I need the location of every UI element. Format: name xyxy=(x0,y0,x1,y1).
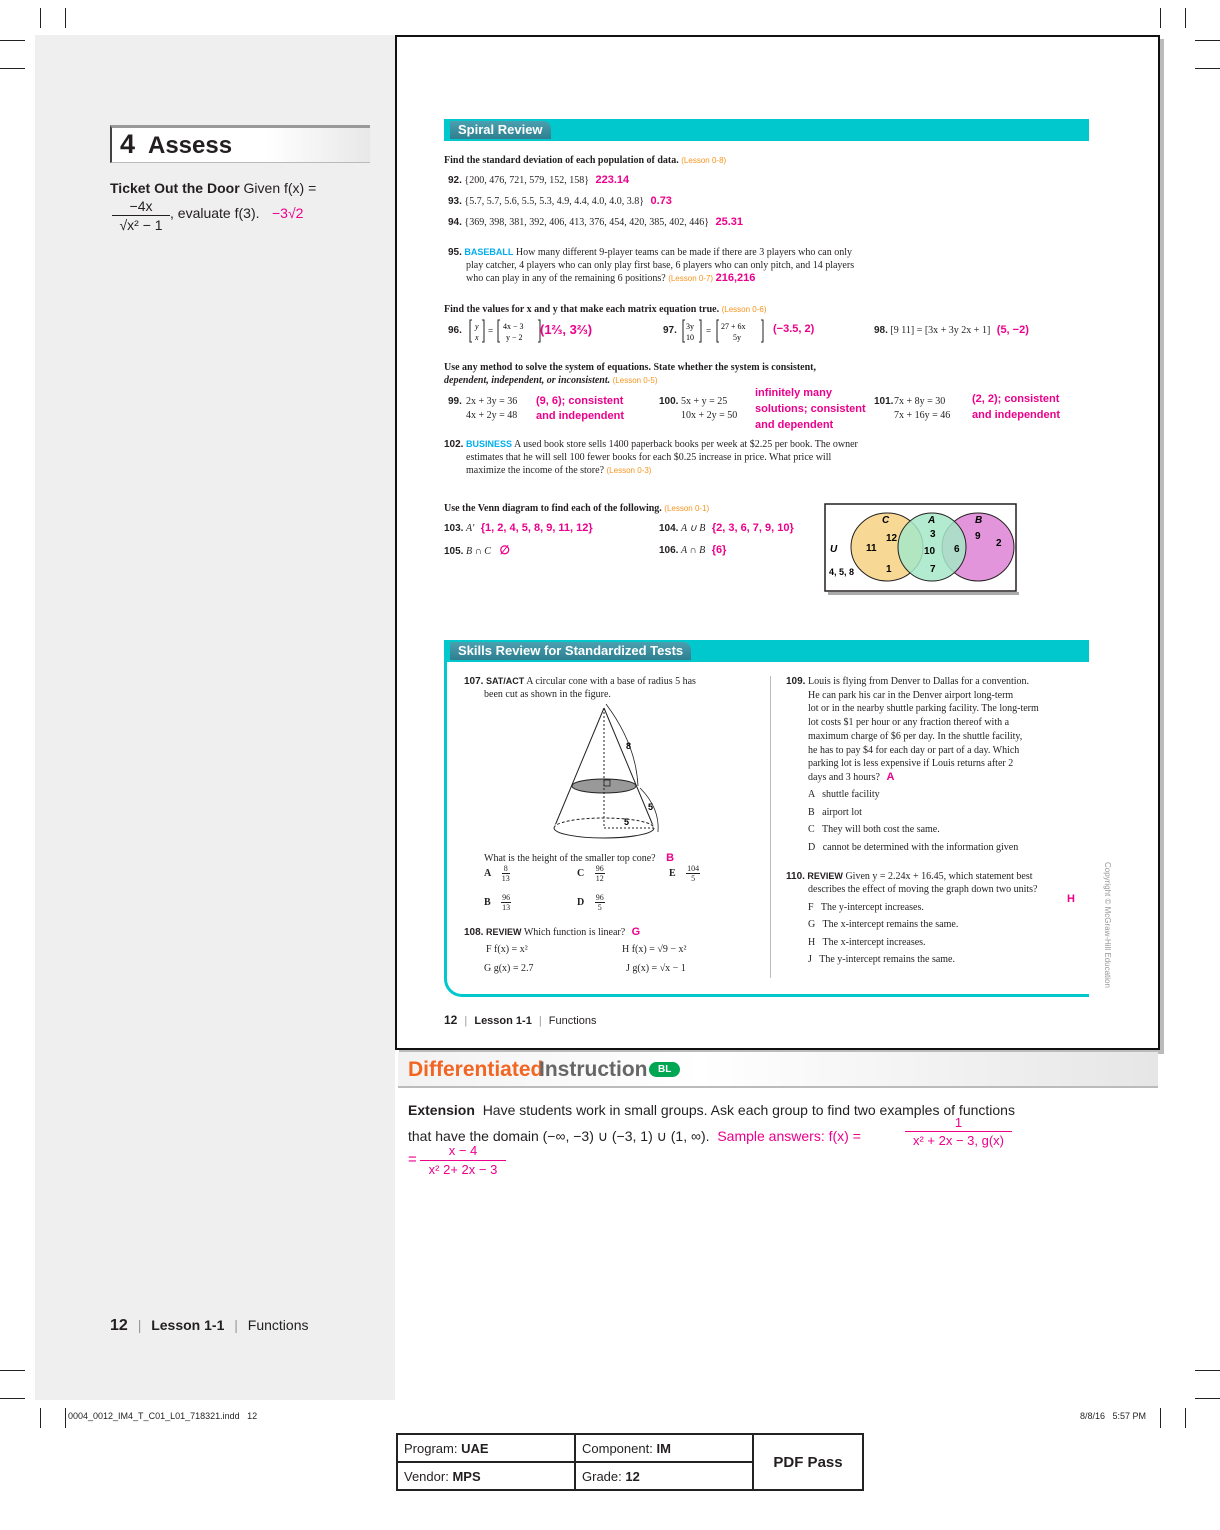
svg-text:y: y xyxy=(475,322,479,331)
option-108-h: H f(x) = √9 − x² xyxy=(622,944,687,955)
cone-label-5-radius: 5 xyxy=(624,817,630,827)
option-109-a: A shuttle facility xyxy=(808,789,880,800)
question-100: 100. 5x + y = 25 10x + 2y = 50 infinitely many solutions; consistent and dependent xyxy=(659,387,866,431)
crop-mark xyxy=(65,8,66,28)
question-103: 103. A′ {1, 2, 4, 5, 8, 9, 11, 12} xyxy=(444,522,593,534)
svg-text:3y: 3y xyxy=(686,322,694,331)
crop-mark xyxy=(40,1408,41,1428)
option-109-d: D cannot be determined with the information given xyxy=(808,842,1019,853)
crop-mark xyxy=(40,8,41,28)
svg-text:y − 2: y − 2 xyxy=(506,333,523,342)
crop-mark xyxy=(1160,8,1161,28)
svg-text:10: 10 xyxy=(924,546,936,557)
crop-mark xyxy=(1185,1408,1186,1428)
ticket-numerator: −4x xyxy=(112,197,170,216)
ticket-text: Given f(x) = xyxy=(243,180,317,196)
cone-figure xyxy=(548,704,668,846)
proof-table: Program: UAE Component: IM PDF Pass Vendor: MPS Grade: 12 xyxy=(396,1433,864,1491)
skills-review-title: Skills Review for Standardized Tests xyxy=(450,642,691,660)
question-105: 105. B ∩ C ∅ xyxy=(444,543,510,557)
ticket-label: Ticket Out the Door xyxy=(110,180,240,196)
option-109-c: C They will both cost the same. xyxy=(808,824,940,835)
question-94: 94. {369, 398, 381, 392, 406, 413, 376, 454, 420, 385, 402, 446} 25.31 xyxy=(448,216,744,228)
footer-page: 12 xyxy=(110,1317,128,1334)
cone-label-5-slant: 5 xyxy=(648,802,654,812)
crop-mark xyxy=(0,68,25,69)
option-107-b: B $\frac{96}{13}$ xyxy=(484,893,511,912)
svg-text:11: 11 xyxy=(866,543,877,554)
question-92: 92. {200, 476, 721, 579, 152, 158} 223.14 xyxy=(448,174,630,186)
option-110-j: J The y-intercept remains the same. xyxy=(808,954,955,965)
svg-text:3: 3 xyxy=(930,529,936,540)
question-108: 108. REVIEW Which function is linear? G xyxy=(464,926,641,938)
question-101: 101. 7x + 8y = 30 7x + 16y = 46 (2, 2); consistent and independent xyxy=(874,393,1060,421)
crop-mark xyxy=(1160,1408,1161,1428)
page-footer: 12 | Lesson 1-1 | Functions xyxy=(444,1013,597,1027)
crop-mark xyxy=(0,1398,25,1399)
differentiated-instruction-header xyxy=(398,1052,1158,1088)
diff-title-a: Differentiated xyxy=(408,1058,544,1081)
option-110-g: G The x-intercept remains the same. xyxy=(808,919,959,930)
copyright-notice: Copyright © McGraw-Hill Education xyxy=(1103,862,1112,988)
assess-header xyxy=(110,125,370,163)
svg-text:27 + 6x: 27 + 6x xyxy=(721,322,746,331)
slug-file: 0004_0012_IM4_T_C01_L01_718321.indd 12 xyxy=(68,1411,258,1421)
svg-text:1: 1 xyxy=(886,564,892,575)
venn-instructions: Use the Venn diagram to find each of the following. (Lesson 0-1) xyxy=(444,503,710,514)
question-102: 102. BUSINESS A used book store sells 1400 paperback books per week at $2.25 per book. The owner estimates that he will sell 100 fewer books for each $0.25 increase in price. What price will maximize the income of the store? (Lesson 0-3) xyxy=(444,439,858,476)
spiral-review-title: Spiral Review xyxy=(450,121,551,139)
option-107-a: A $\frac{8}{13}$ xyxy=(484,864,510,883)
crop-mark xyxy=(1185,8,1186,28)
svg-text:6: 6 xyxy=(954,544,960,555)
sidebar-footer: 12 | Lesson 1-1 | Functions xyxy=(110,1317,309,1334)
pdf-pass-status: PDF Pass xyxy=(753,1434,863,1490)
option-110-h: H The x-intercept increases. xyxy=(808,937,926,948)
venn-label-c: C xyxy=(882,515,890,526)
venn-label-u: U xyxy=(830,544,838,555)
ticket-answer: −3√2 xyxy=(272,205,304,221)
crop-mark xyxy=(65,1408,66,1428)
diff-title-b: Instruction xyxy=(539,1058,648,1081)
svg-text:=: = xyxy=(488,326,494,336)
option-107-d: D $\frac{96}{5}$ xyxy=(577,893,604,912)
option-108-j: J g(x) = √x − 1 xyxy=(626,963,686,974)
sample-eq-g: = xyxy=(408,1151,417,1168)
question-107: 107. SAT/ACT A circular cone with a base of radius 5 has been cut as shown in the figure. xyxy=(464,676,696,700)
crop-mark xyxy=(1195,68,1220,69)
crop-mark xyxy=(1195,1398,1220,1399)
footer-topic: Functions xyxy=(247,1317,309,1333)
question-104: 104. A ∪ B {2, 3, 6, 7, 9, 10} xyxy=(659,522,794,534)
option-107-e: E $\frac{104}{5}$ xyxy=(669,864,700,883)
crop-mark xyxy=(0,40,25,41)
sample-fraction-g: x − 4 x² 2+ 2x − 3 xyxy=(420,1142,506,1179)
diff-badge: BL xyxy=(649,1062,680,1077)
question-98: 98. [9 11] = [3x + 3y 2x + 1] (5, −2) xyxy=(874,324,1029,336)
spiral-review-band xyxy=(444,119,1089,141)
answer-110: H xyxy=(1067,893,1075,905)
ticket-denominator: √x² − 1 xyxy=(119,217,163,233)
question-106: 106. A ∩ B {6} xyxy=(659,544,727,556)
svg-text:7: 7 xyxy=(930,564,936,575)
crop-mark xyxy=(1195,1370,1220,1371)
ticket-out-the-door xyxy=(110,178,370,198)
svg-text:4x − 3: 4x − 3 xyxy=(503,322,524,331)
question-95: 95. BASEBALL How many different 9-player teams can be made if there are 3 players who can only play catcher, 4 players who can only play first base, 6 players who can only pitch, and 14 players who can play in any of the remaining 6 positions? (Lesson 0-7) 216,216 xyxy=(448,247,855,284)
crop-mark xyxy=(1195,40,1220,41)
svg-text:=: = xyxy=(706,326,712,336)
option-109-b: B airport lot xyxy=(808,807,862,818)
skills-review-band xyxy=(444,640,1089,662)
venn-label-b: B xyxy=(975,515,983,526)
matrix-97 xyxy=(681,318,781,344)
option-108-f: F f(x) = x² xyxy=(486,944,528,955)
teacher-sidebar xyxy=(35,35,395,1400)
assess-title: Assess xyxy=(148,132,233,159)
system-instructions: Use any method to solve the system of equations. State whether the system is consistent, dependent, independent, or inconsistent. (Lesson 0-5) xyxy=(444,362,817,386)
svg-text:x: x xyxy=(475,333,479,342)
sample-fraction-f: 1 x² + 2x − 3, g(x) xyxy=(905,1114,1012,1149)
question-110: 110. REVIEW Given y = 2.24x + 16.45, which statement best describes the effect of moving the graph down two units? xyxy=(786,871,1038,895)
venn-outside: 4, 5, 8 xyxy=(829,567,855,577)
question-107-prompt: What is the height of the smaller top cone? B xyxy=(484,852,675,864)
svg-text:10: 10 xyxy=(686,333,694,342)
svg-text:12: 12 xyxy=(886,533,898,544)
svg-text:5y: 5y xyxy=(733,333,741,342)
assess-number: 4 xyxy=(120,129,136,159)
venn-diagram xyxy=(824,503,1020,595)
option-107-c: C $\frac{96}{12}$ xyxy=(577,864,604,883)
matrix-instructions: Find the values for x and y that make each matrix equation true. (Lesson 0-6) xyxy=(444,304,767,315)
option-110-f: F The y-intercept increases. xyxy=(808,902,924,913)
venn-label-a: A xyxy=(928,515,936,526)
ticket-text-2: , evaluate f(3). xyxy=(170,205,260,221)
crop-mark xyxy=(0,1370,25,1371)
question-99: 99. 2x + 3y = 36 4x + 2y = 48 (9, 6); consistent and independent xyxy=(448,395,624,422)
cone-label-8: 8 xyxy=(626,741,632,751)
svg-text:9: 9 xyxy=(975,531,981,542)
option-108-g: G g(x) = 2.7 xyxy=(484,963,534,974)
question-109: 109. Louis is flying from Denver to Dallas for a convention. He can park his car in the Denver airport long-term lot or in the nearby shuttle parking facility. The long-term lot costs $1 per hour or any fraction thereof with a maximum charge of $6 per day. In the shuttle facility, he has to pay $4 for each day or part of a day. Which parking lot is less expensive if Louis returns after 2 days and 3 hours? A xyxy=(786,676,1039,783)
svg-text:2: 2 xyxy=(996,538,1002,549)
question-93: 93. {5.7, 5.7, 5.6, 5.5, 5.3, 4.9, 4.4, 4.0, 4.0, 3.8} 0.73 xyxy=(448,195,672,207)
ticket-fraction xyxy=(112,197,170,234)
extension-text: Extension Have students work in small groups. Ask each group to find two examples of functions that have the domain (−∞, −3) ∪ (−3, 1) ∪ (1, ∞). Sample answers: f(x) = xyxy=(408,1102,1015,1144)
sd-instructions: Find the standard deviation of each population of data. (Lesson 0-8) xyxy=(444,155,727,166)
footer-lesson: Lesson 1-1 xyxy=(151,1317,225,1333)
slug-date: 8/8/16 5:57 PM xyxy=(1080,1411,1147,1421)
column-divider xyxy=(770,676,771,978)
